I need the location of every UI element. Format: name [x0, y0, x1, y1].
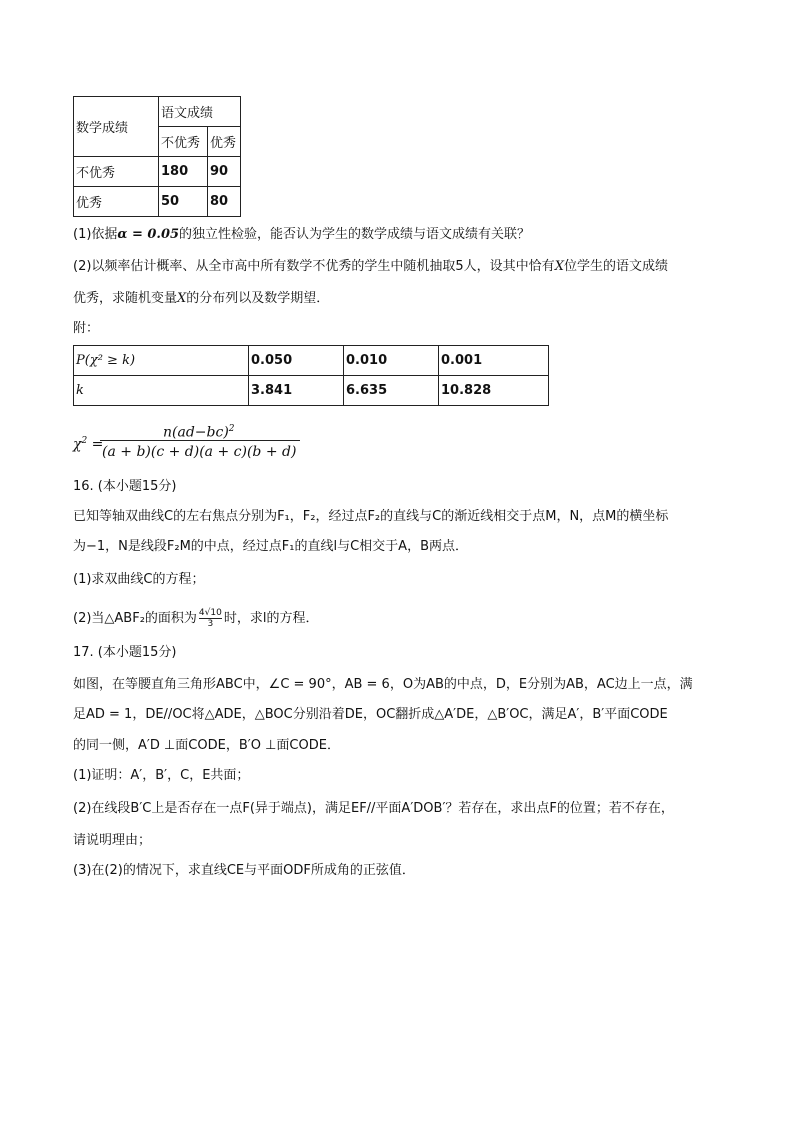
formula-lhs: [73, 432, 103, 454]
fraction-bar: [100, 440, 300, 441]
row-header-cell: 数学成绩: [74, 97, 159, 157]
chi-symbol: χ: [73, 436, 82, 453]
value-cell: 0.001: [439, 346, 549, 376]
text: 的分布列以及数学期望．: [186, 291, 330, 306]
row-label-cell: 优秀: [74, 187, 159, 217]
table-row: [74, 376, 549, 406]
value-cell: 3.841: [249, 376, 344, 406]
q15-part1: [73, 226, 530, 244]
value-cell: 0.050: [249, 346, 344, 376]
col-group-cell: 语文成绩: [159, 97, 241, 127]
q17-header: 17. (本小题15分): [73, 645, 177, 660]
col-header-cell: 优秀: [208, 127, 241, 157]
text: 位学生的语文成绩: [563, 259, 668, 274]
q16-part1: (1)求双曲线C的方程；: [73, 572, 205, 587]
value-cell: 6.635: [344, 376, 439, 406]
value-cell: 0.010: [344, 346, 439, 376]
q17-part1: (1)证明：A′，B′，C，E共面；: [73, 768, 250, 783]
math-x: X: [554, 259, 564, 274]
q17-part2-line2: 请说明理由；: [73, 833, 152, 848]
q16-line2: 为−1，N是线段F₂M的中点，经过点F₁的直线l与C相交于A，B两点．: [73, 539, 468, 554]
superscript: 2: [228, 424, 235, 434]
q17-line3: 的同一侧，A′D ⊥面CODE，B′O ⊥面CODE．: [73, 738, 340, 753]
value-cell: 50: [159, 187, 208, 217]
table-row: [74, 346, 549, 376]
text: (1)依据: [73, 227, 118, 242]
math-alpha: α = 0.05: [117, 227, 180, 242]
q17-line2: 足AD = 1，DE//OC将△ADE，△BOC分别沿着DE，OC翻折成△A′DE，△B′OC，满足A′，B′平面CODE: [73, 707, 668, 722]
formula-denominator: (a + b)(c + d)(a + c)(b + d): [102, 444, 297, 460]
formula-numerator: [163, 420, 235, 442]
text: 的独立性检验，能否认为学生的数学成绩与语文成绩有关联？: [179, 227, 531, 242]
value-cell: 80: [208, 187, 241, 217]
row-label-cell: 不优秀: [74, 157, 159, 187]
value-cell: 180: [159, 157, 208, 187]
q15-part2-line2: [73, 290, 329, 308]
q17-line1: 如图，在等腰直角三角形ABC中，∠C = 90°，AB = 6，O为AB的中点，D，E分别为AB，AC边上一点，满: [73, 677, 693, 692]
text: 优秀，求随机变量: [73, 291, 178, 306]
k-header-cell: k: [74, 376, 249, 406]
text: (2)当△ABF₂的面积为: [73, 611, 197, 626]
fraction-numerator: 4√10: [198, 608, 222, 618]
superscript: 2: [81, 436, 88, 446]
q17-part3: (3)在(2)的情况下，求直线CE与平面ODF所成角的正弦值．: [73, 863, 415, 878]
q16-header: 16. (本小题15分): [73, 479, 177, 494]
area-fraction: [199, 608, 222, 629]
equals-sign: =: [87, 436, 104, 453]
critical-value-table: [73, 345, 549, 406]
appendix-label: 附：: [73, 321, 100, 336]
fraction-denominator: 3: [207, 619, 214, 629]
q17-part2-line1: (2)在线段B′C上是否存在一点F(异于端点)，满足EF//平面A′DOB′？若存在，求出点F的位置；若不存在，: [73, 801, 674, 816]
q16-part2: [73, 608, 318, 629]
text: (2)以频率估计概率、从全市高中所有数学不优秀的学生中随机抽取5人，设其中恰有: [73, 259, 555, 274]
value-cell: 10.828: [439, 376, 549, 406]
prob-header-cell: P(χ² ≥ k): [74, 346, 249, 376]
text: 时，求l的方程．: [223, 611, 319, 626]
q15-part2-line1: [73, 258, 668, 276]
table-row: [74, 187, 241, 217]
value-cell: 90: [208, 157, 241, 187]
q16-line1: 已知等轴双曲线C的左右焦点分别为F₁，F₂，经过点F₂的直线与C的渐近线相交于点M，N，点M的横坐标: [73, 509, 669, 524]
col-header-cell: 不优秀: [159, 127, 208, 157]
table-row: [74, 157, 241, 187]
contingency-table: [73, 96, 241, 217]
numerator-text: n(ad−bc): [163, 424, 229, 441]
math-x: X: [177, 291, 187, 306]
